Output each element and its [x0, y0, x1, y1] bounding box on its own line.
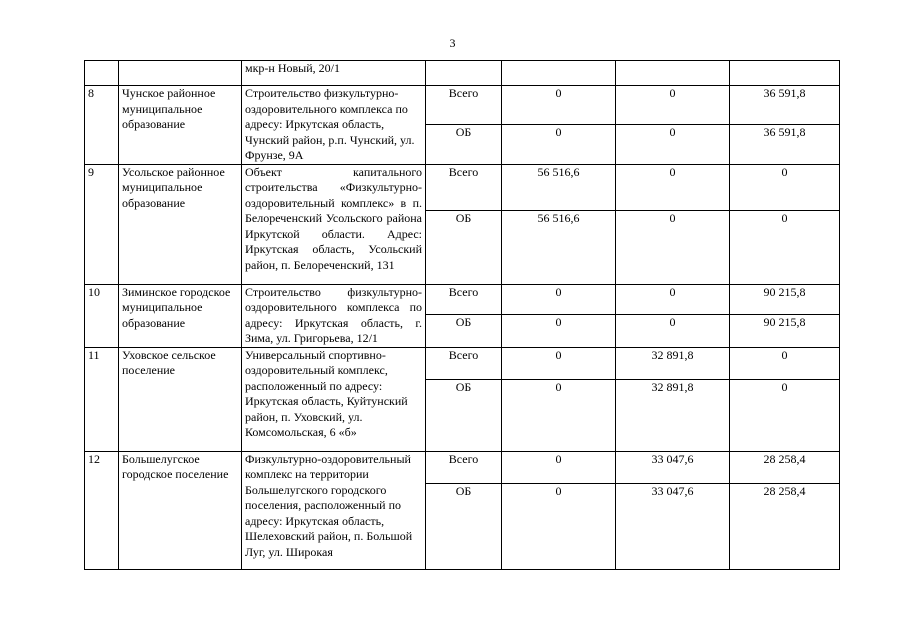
index-cell [85, 61, 119, 86]
funding-type-cell: ОБ [426, 379, 502, 451]
value-cell: 0 [502, 125, 616, 164]
value-cell: 0 [502, 451, 616, 483]
value-cell: 0 [616, 210, 730, 284]
value-cell: 0 [730, 164, 840, 210]
object-cell: Строительство физкультурно-оздоровительного комплекса по адресу: Иркутская область, г. Зима, ул. Григорьева, 12/1 [242, 284, 426, 347]
value-cell: 0 [502, 284, 616, 315]
table-row [85, 284, 840, 315]
index-cell: 11 [85, 347, 119, 451]
object-cell: Объект капитального строительства «Физкультурно-оздоровительный комплекс» в п. Белореченский Усольского района Иркутской области. Адрес: Иркутская область, Усольский район, п. Белореченский, 131 [242, 164, 426, 284]
funding-table [84, 60, 840, 570]
value-cell: 90 215,8 [730, 315, 840, 347]
object-cell: мкр-н Новый, 20/1 [242, 61, 426, 86]
value-cell: 0 [730, 210, 840, 284]
funding-type-cell: Всего [426, 284, 502, 315]
table-row [85, 86, 840, 125]
value-cell [502, 61, 616, 86]
value-cell: 0 [502, 483, 616, 569]
value-cell: 0 [730, 379, 840, 451]
value-cell: 32 891,8 [616, 347, 730, 379]
value-cell: 33 047,6 [616, 483, 730, 569]
funding-type-cell: Всего [426, 451, 502, 483]
funding-type-cell: Всего [426, 86, 502, 125]
value-cell: 33 047,6 [616, 451, 730, 483]
funding-type-cell [426, 61, 502, 86]
funding-type-cell: ОБ [426, 315, 502, 347]
funding-type-cell: Всего [426, 347, 502, 379]
object-cell: Строительство физкультурно-оздоровительного комплекса по адресу: Иркутская область, Чунский район, р.п. Чунский, ул. Фрунзе, 9А [242, 86, 426, 165]
value-cell: 0 [616, 315, 730, 347]
page-number: 3 [449, 36, 456, 50]
value-cell [730, 61, 840, 86]
municipality-cell [119, 61, 242, 86]
value-cell: 0 [502, 379, 616, 451]
value-cell: 56 516,6 [502, 210, 616, 284]
municipality-cell: Уховское сельское поселение [119, 347, 242, 451]
funding-type-cell: ОБ [426, 483, 502, 569]
value-cell: 32 891,8 [616, 379, 730, 451]
value-cell: 0 [616, 86, 730, 125]
index-cell: 12 [85, 451, 119, 569]
value-cell [616, 61, 730, 86]
value-cell: 28 258,4 [730, 483, 840, 569]
value-cell: 0 [502, 86, 616, 125]
value-cell: 56 516,6 [502, 164, 616, 210]
value-cell: 90 215,8 [730, 284, 840, 315]
value-cell: 0 [616, 284, 730, 315]
funding-type-cell: ОБ [426, 125, 502, 164]
funding-type-cell: ОБ [426, 210, 502, 284]
value-cell: 28 258,4 [730, 451, 840, 483]
table-row [85, 347, 840, 379]
object-cell: Универсальный спортивно-оздоровительный комплекс, расположенный по адресу: Иркутская область, Куйтунский район, п. Уховский, ул. Комсомольская, 6 «б» [242, 347, 426, 451]
table-row-continuation [85, 61, 840, 86]
municipality-cell: Чунское районное муниципальное образование [119, 86, 242, 165]
value-cell: 0 [730, 347, 840, 379]
municipality-cell: Зиминское городское муниципальное образование [119, 284, 242, 347]
value-cell: 0 [502, 315, 616, 347]
table-row [85, 164, 840, 210]
index-cell: 9 [85, 164, 119, 284]
index-cell: 8 [85, 86, 119, 165]
value-cell: 36 591,8 [730, 125, 840, 164]
value-cell: 0 [616, 125, 730, 164]
value-cell: 0 [502, 347, 616, 379]
value-cell: 0 [616, 164, 730, 210]
table-row [85, 451, 840, 483]
municipality-cell: Большелугское городское поселение [119, 451, 242, 569]
funding-type-cell: Всего [426, 164, 502, 210]
municipality-cell: Усольское районное муниципальное образование [119, 164, 242, 284]
object-cell: Физкультурно-оздоровительный комплекс на территории Большелугского городского поселения, расположенный по адресу: Иркутская область, Шелеховский район, п. Большой Луг, ул. Широкая [242, 451, 426, 569]
value-cell: 36 591,8 [730, 86, 840, 125]
index-cell: 10 [85, 284, 119, 347]
